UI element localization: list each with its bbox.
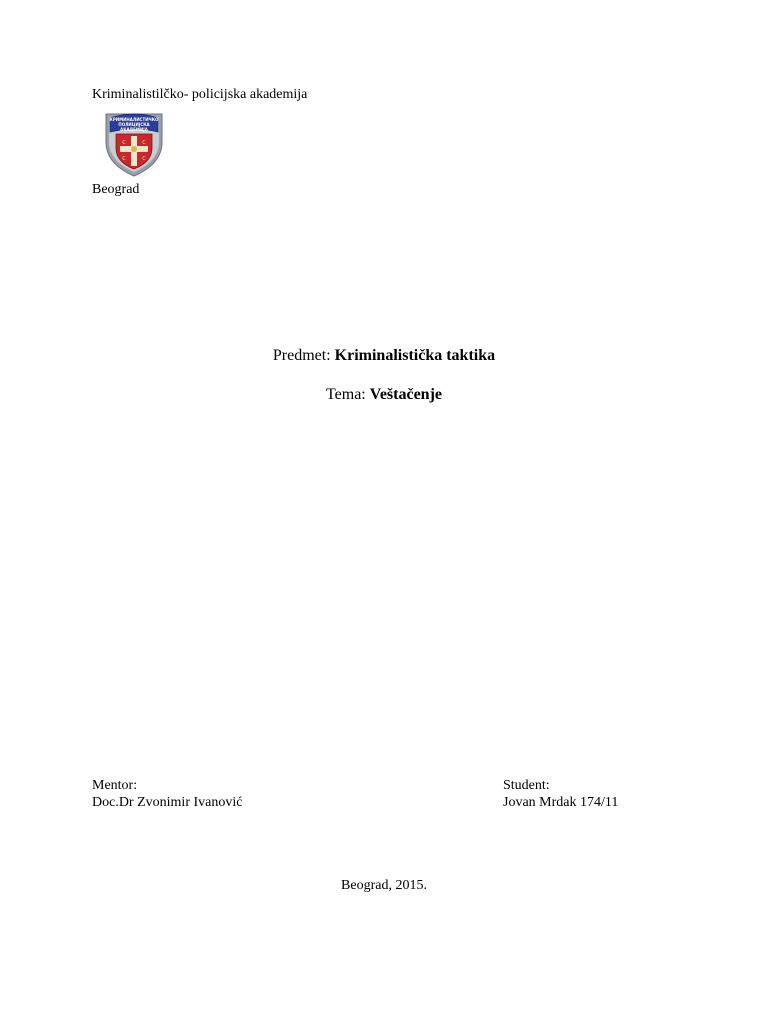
svg-text:С: С <box>142 140 146 146</box>
subject-value: Kriminalistička taktika <box>334 347 496 364</box>
subject-label: Predmet: <box>272 347 335 364</box>
svg-text:С: С <box>122 156 126 162</box>
svg-text:С: С <box>142 156 146 162</box>
topic-value: Veštačenje <box>369 386 443 403</box>
mentor-name: Doc.Dr Zvonimir Ivanović <box>92 795 243 810</box>
logo-text-line2: ПОЛИЦИЈСКА <box>118 122 150 127</box>
logo-text-line1: КРИМИНАЛИСТИЧКО <box>109 117 159 122</box>
mentor-label: Mentor: <box>92 778 138 793</box>
subject-line <box>0 346 768 366</box>
student-label: Student: <box>503 778 550 793</box>
city-date: Beograd, 2015. <box>341 878 427 893</box>
academy-crest-icon <box>100 106 168 178</box>
topic-line <box>0 385 768 405</box>
svg-text:С: С <box>122 140 126 146</box>
header-city: Beograd <box>92 182 140 197</box>
student-name: Jovan Mrdak 174/11 <box>503 795 619 810</box>
topic-label: Tema: <box>325 386 370 403</box>
institution-name: Kriminalistilčko- policijska akademija <box>92 87 308 102</box>
logo-text-line3: АКАДЕМИЈА <box>120 127 148 132</box>
